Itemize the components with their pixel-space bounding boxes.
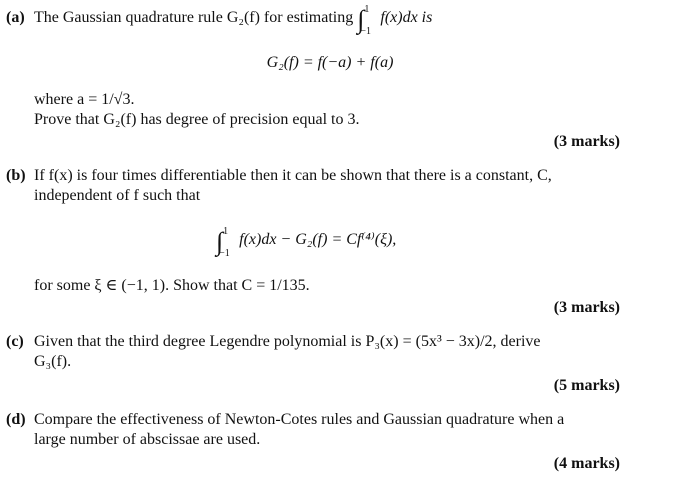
part-b-line3: for some ξ ∈ (−1, 1). Show that C = 1/135. xyxy=(34,277,310,294)
part-a-label: (a) xyxy=(6,9,25,26)
part-b-line1: If f(x) is four times differentiable then it can be shown that there is a constant, C, xyxy=(34,167,552,184)
part-a-formula: G₂(f) = f(−a) + f(a) xyxy=(266,54,394,71)
part-a-prove: Prove that G₂(f) has degree of precision equal to 3. xyxy=(34,111,360,128)
part-a-marks: (3 marks) xyxy=(553,133,620,150)
part-a-line1: The Gaussian quadrature rule G₂(f) for estimating xyxy=(34,9,354,26)
integral-sign: ∫ xyxy=(216,227,224,256)
part-d-marks: (4 marks) xyxy=(553,455,620,472)
part-c-marks: (5 marks) xyxy=(553,377,620,394)
integral-limits: 1 −1 xyxy=(360,4,372,37)
integral-sign: ∫ xyxy=(357,5,365,34)
part-c-label: (c) xyxy=(6,333,24,350)
part-a-integrand: f(x)dx is xyxy=(380,9,433,26)
part-d-line2: large number of abscissae are used. xyxy=(34,431,261,448)
part-b-label: (b) xyxy=(6,167,26,184)
part-d-line1: Compare the effectiveness of Newton-Cotes rules and Gaussian quadrature when a xyxy=(34,411,565,428)
part-c-line2: G₃(f). xyxy=(34,353,72,370)
part-a-where: where a = 1/√3. xyxy=(34,91,135,108)
part-c-line1: Given that the third degree Legendre polynomial is P₃(x) = (5x³ − 3x)/2, derive xyxy=(34,333,541,350)
part-b-marks: (3 marks) xyxy=(553,299,620,316)
part-b-formula-text: f(x)dx − G₂(f) = Cf⁽⁴⁾(ξ), xyxy=(239,231,397,248)
integral-limits: 1 −1 xyxy=(219,226,230,259)
part-a-question xyxy=(34,4,433,37)
part-b-line2: independent of f such that xyxy=(34,187,201,204)
part-b-formula xyxy=(216,226,397,259)
part-d-label: (d) xyxy=(6,411,26,428)
